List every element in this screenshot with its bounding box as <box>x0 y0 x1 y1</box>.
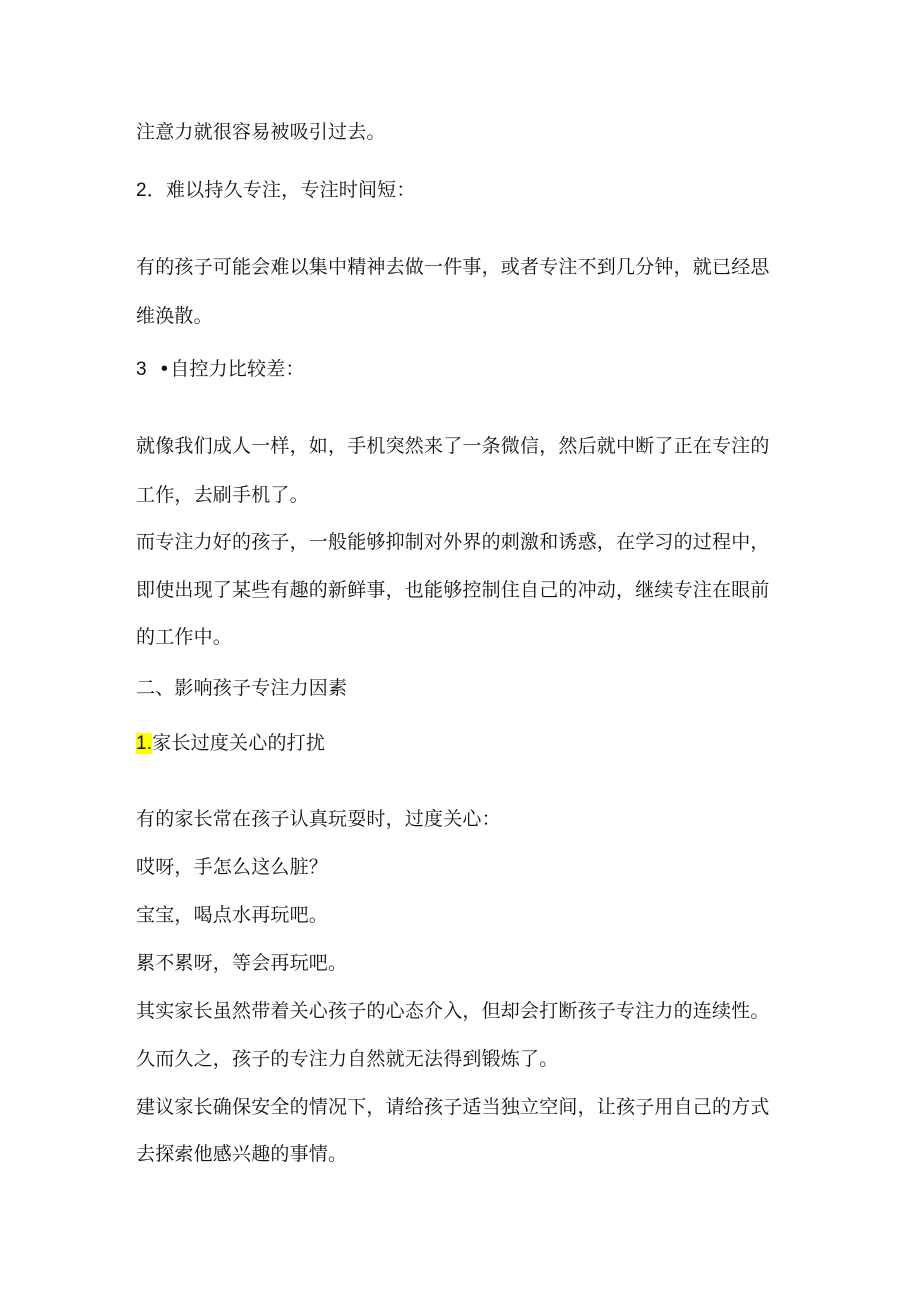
paragraph-line: 有的孩子可能会难以集中精神去做一件事，或者专注不到几分钟，就已经思 <box>136 256 770 278</box>
quote-line: 宝宝，喝点水再玩吧。 <box>136 904 329 926</box>
list-item-2 <box>136 178 416 203</box>
highlighted-number: 1. <box>136 733 153 754</box>
list-item-text: •自控力比较差： <box>158 358 305 380</box>
paragraph-line: 即使出现了某些有趣的新鲜事，也能够控制住自己的冲动，继续专注在眼前 <box>136 579 770 601</box>
paragraph-line: 的工作中。 <box>136 626 233 648</box>
paragraph-line: 有的家长常在孩子认真玩耍时，过度关心： <box>136 808 501 830</box>
quote-line: 哎呀，手怎么这么脏？ <box>136 856 329 878</box>
section-heading: 二、影响孩子专注力因素 <box>136 677 348 699</box>
paragraph-line: 建议家长确保安全的情况下，请给孩子适当独立空间，让孩子用自己的方式 <box>136 1096 770 1118</box>
sub-heading-1 <box>136 731 325 756</box>
paragraph-line: 工作，去刷手机了。 <box>136 484 309 506</box>
quote-line: 累不累呀，等会再玩吧。 <box>136 952 348 974</box>
paragraph-line: 去探索他感兴趣的事情。 <box>136 1143 348 1165</box>
paragraph-line: 其实家长虽然带着关心孩子的心态介入，但却会打断孩子专注力的连续性。 <box>136 1000 770 1022</box>
list-number: 3 <box>136 359 147 380</box>
paragraph-line: 而专注力好的孩子，一般能够抑制对外界的刺激和诱惑，在学习的过程中， <box>136 531 770 553</box>
sub-heading-text: 家长过度关心的打扰 <box>152 732 326 754</box>
list-number: 2 <box>136 180 147 201</box>
list-item-3 <box>136 357 305 382</box>
paragraph-line: 就像我们成人一样，如，手机突然来了一条微信，然后就中断了正在专注的 <box>136 435 770 457</box>
paragraph-line: 注意力就很容易被吸引过去。 <box>136 121 386 143</box>
paragraph-line: 久而久之，孩子的专注力自然就无法得到锻炼了。 <box>136 1048 559 1070</box>
list-item-text: ．难以持久专注，专注时间短： <box>146 179 416 201</box>
paragraph-line: 维涣散。 <box>136 305 213 327</box>
